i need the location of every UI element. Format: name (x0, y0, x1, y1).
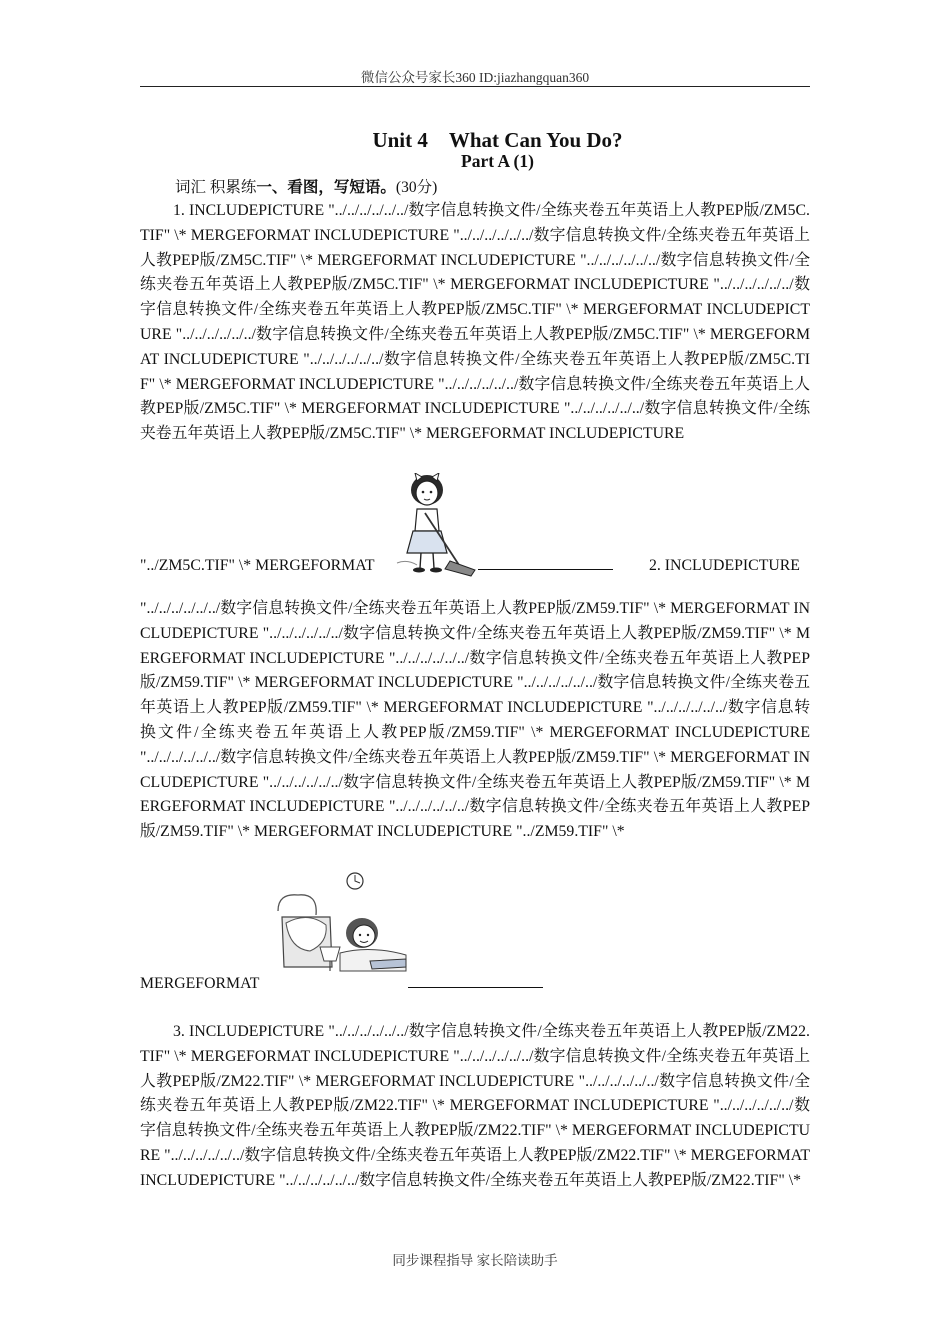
page-header: 微信公众号家长360 ID:jiazhangquan360 (360, 70, 590, 85)
instruction-prefix: 词汇 积累练 (175, 179, 257, 196)
question-2-start-text: 2. INCLUDEPICTURE (649, 557, 800, 574)
question-2-start (649, 557, 800, 583)
question-3-body: 3. INCLUDEPICTURE "../../../../../../数字信息转换文件/全练夹卷五年英语上人教PEP版/ZM22.TIF" \* MERGEFORMAT INCLUDEPICTURE "../../../../../../数字信息转换文件/全练夹卷五年英语上人教PEP版/ZM22.TIF" \* MERGEFORMAT INCLUDEPICTURE "../../../../../../数字信息转换文件/全练夹卷五年英语上人教PEP版/ZM22.TIF" \* MERGEFORMAT INCLUDEPICTURE "../../../../../../数字信息转换文件/全练夹卷五年英语上人教PEP版/ZM22.TIF" \* MERGEFORMAT INCLUDEPICTURE "../../../../../../数字信息转换文件/全练夹卷五年英语上人教PEP版/ZM22.TIF" \* MERGEFORMAT INCLUDEPICTURE "../../../../../../数字信息转换文件/全练夹卷五年英语上人教PEP版/ZM22.TIF" \* (140, 1023, 810, 1189)
page-subtitle: Part A (1) (461, 151, 534, 171)
girl-cleaning-room-icon (270, 871, 408, 975)
question-2-body: "../../../../../../数字信息转换文件/全练夹卷五年英语上人教PEP版/ZM59.TIF" \* MERGEFORMAT INCLUDEPICTURE "../../../../../../数字信息转换文件/全练夹卷五年英语上人教PEP版/ZM59.TIF" \* MERGEFORMAT INCLUDEPICTURE "../../../../../../数字信息转换文件/全练夹卷五年英语上人教PEP版/ZM59.TIF" \* MERGEFORMAT INCLUDEPICTURE "../../../../../../数字信息转换文件/全练夹卷五年英语上人教PEP版/ZM59.TIF" \* MERGEFORMAT INCLUDEPICTURE "../../../../../../数字信息转换文件/全练夹卷五年英语上人教PEP版/ZM59.TIF" \* MERGEFORMAT INCLUDEPICTURE "../../../../../../数字信息转换文件/全练夹卷五年英语上人教PEP版/ZM59.TIF" \* MERGEFORMAT INCLUDEPICTURE "../../../../../../数字信息转换文件/全练夹卷五年英语上人教PEP版/ZM59.TIF" \* MERGEFORMAT INCLUDEPICTURE "../../../../../../数字信息转换文件/全练夹卷五年英语上人教PEP版/ZM59.TIF" \* MERGEFORMAT INCLUDEPICTURE "../ZM59.TIF" \* (140, 600, 810, 841)
girl-cleaning-bedroom-picture (270, 871, 408, 980)
question-3-text (140, 1020, 810, 1194)
question-1-tail: "../ZM5C.TIF" \* MERGEFORMAT (140, 557, 375, 574)
question-1-text (140, 199, 810, 447)
girl-sweeping-icon (395, 473, 477, 577)
question-2-answer-line[interactable] (408, 975, 543, 1001)
question-1-body: 1. INCLUDEPICTURE "../../../../../../数字信息转换文件/全练夹卷五年英语上人教PEP版/ZM5C.TIF" \* MERGEFORMAT INCLUDEPICTURE "../../../../../../数字信息转换文件/全练夹卷五年英语上人教PEP版/ZM5C.TIF" \* MERGEFORMAT INCLUDEPICTURE "../../../../../../数字信息转换文件/全练夹卷五年英语上人教PEP版/ZM5C.TIF" \* MERGEFORMAT INCLUDEPICTURE "../../../../../../数字信息转换文件/全练夹卷五年英语上人教PEP版/ZM5C.TIF" \* MERGEFORMAT INCLUDEPICTURE "../../../../../../数字信息转换文件/全练夹卷五年英语上人教PEP版/ZM5C.TIF" \* MERGEFORMAT INCLUDEPICTURE "../../../../../../数字信息转换文件/全练夹卷五年英语上人教PEP版/ZM5C.TIF" \* MERGEFORMAT INCLUDEPICTURE "../../../../../../数字信息转换文件/全练夹卷五年英语上人教PEP版/ZM5C.TIF" \* MERGEFORMAT INCLUDEPICTURE "../../../../../../数字信息转换文件/全练夹卷五年英语上人教PEP版/ZM5C.TIF" \* MERGEFORMAT INCLUDEPICTURE (140, 202, 810, 443)
question-1-answer-line[interactable] (478, 557, 613, 583)
question-2-text (140, 597, 810, 845)
answer-blank-2[interactable] (408, 985, 543, 988)
answer-blank-1[interactable] (478, 567, 613, 570)
girl-sweeping-picture (395, 473, 477, 582)
section-instruction (175, 175, 437, 197)
header-rule (140, 86, 810, 87)
instruction-suffix: (30分) (395, 179, 438, 196)
page-title: Unit 4 What Can You Do? (372, 128, 623, 152)
page-footer: 同步课程指导 家长陪读助手 (392, 1253, 558, 1268)
instruction-bold: 一、看图，写短语。 (256, 179, 396, 196)
question-2-tail: MERGEFORMAT (140, 975, 260, 992)
